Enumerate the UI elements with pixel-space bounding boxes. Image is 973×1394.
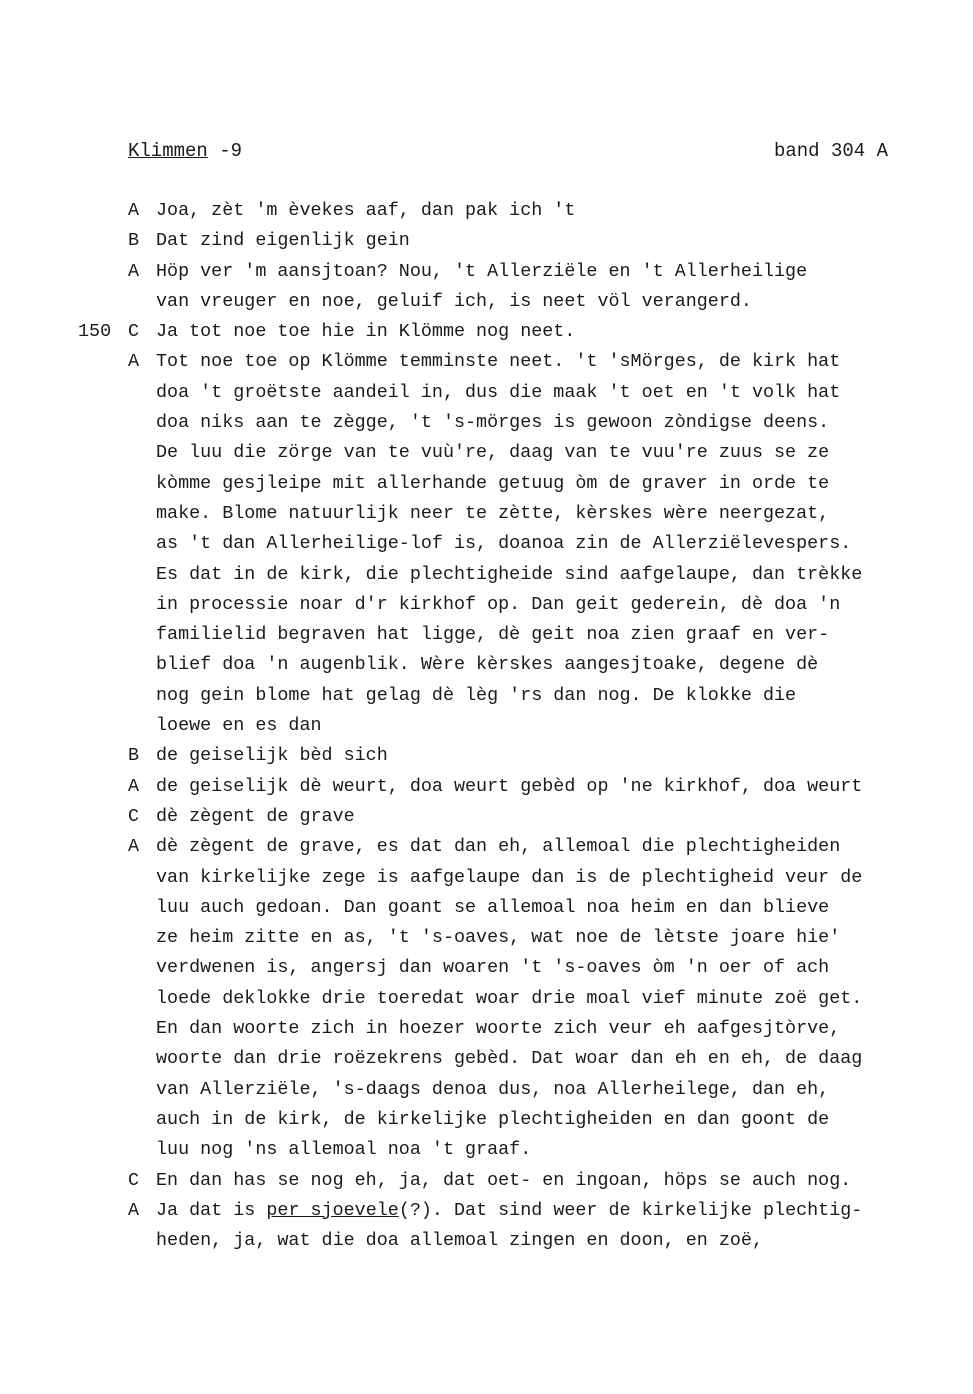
transcript-line: [0, 953, 973, 983]
line-text: [156, 650, 818, 680]
line-text: [156, 984, 862, 1014]
line-text-part: dè zègent de grave: [156, 805, 355, 827]
line-text-part: Ja dat is: [156, 1199, 267, 1221]
line-text-part: Höp ver 'm aansjtoan? Nou, 't Allerziële en 't Allerheilige: [156, 260, 808, 282]
line-text: [156, 1105, 829, 1135]
transcript-line: [0, 560, 973, 590]
page-number: -9: [207, 140, 243, 162]
line-text: [156, 196, 575, 226]
underlined-term: per sjoevele: [266, 1199, 399, 1221]
transcript-line: [0, 347, 973, 377]
line-text: [156, 893, 829, 923]
line-text: [156, 317, 575, 347]
speaker-label: C: [128, 1169, 140, 1191]
line-text-part: Dat zind eigenlijk gein: [156, 230, 410, 252]
speaker-label: A: [128, 1199, 140, 1221]
line-text-part: nog gein blome hat gelag dè lèg 'rs dan nog. De klokke die: [156, 684, 797, 706]
transcript-line: [0, 257, 973, 287]
line-text-part: luu auch gedoan. Dan goant se allemoal noa heim en dan blieve: [156, 896, 830, 918]
transcript-line: [0, 1196, 973, 1226]
line-text-part: blief doa 'n augenblik. Wère kèrskes aangesjtoake, degene dè: [156, 654, 819, 676]
line-text: [156, 711, 322, 741]
transcript-line: [0, 226, 973, 256]
line-text-part: Ja tot noe toe hie in Klömme nog neet.: [156, 321, 576, 343]
transcript-line: [0, 1226, 973, 1256]
line-text-part: in processie noar d'r kirkhof op. Dan geit gederein, dè doa 'n: [156, 593, 841, 615]
line-text: [156, 1166, 851, 1196]
line-text-part: van vreuger en noe, geluif ich, is neet völ verangerd.: [156, 290, 752, 312]
transcript-line: [0, 681, 973, 711]
line-text: [156, 590, 840, 620]
line-text: [156, 499, 829, 529]
transcript-line: [0, 1014, 973, 1044]
line-text-part: familielid begraven hat ligge, dè geit noa zien graaf en ver-: [156, 624, 830, 646]
page-header: [128, 140, 888, 170]
transcript-line: [0, 196, 973, 226]
line-text-part: heden, ja, wat die doa allemoal zingen en doon, en zoë,: [156, 1230, 763, 1252]
transcript-line: [0, 1135, 973, 1165]
transcript-line: [0, 590, 973, 620]
line-text: [156, 1044, 862, 1074]
line-text-part: De luu die zörge van te vuù're, daag van te vuu're zuus se ze: [156, 442, 830, 464]
line-text-part: (?). Dat sind weer de kirkelijke plechtig-: [398, 1199, 863, 1221]
speaker-label: C: [128, 321, 140, 343]
transcript-line: [0, 802, 973, 832]
transcript-line: [0, 529, 973, 559]
line-text-part: de geiselijk dè weurt, doa weurt gebèd op 'ne kirkhof, doa weurt: [156, 775, 863, 797]
speaker-label: A: [128, 775, 140, 797]
transcript-line: [0, 863, 973, 893]
line-text: [156, 1226, 763, 1256]
line-text-part: Joa, zèt 'm èvekes aaf, dan pak ich 't: [156, 200, 576, 221]
line-text-part: kòmme gesjleipe mit allerhande getuug òm de graver in orde te: [156, 472, 830, 494]
line-text: [156, 1014, 840, 1044]
line-text-part: En dan has se nog eh, ja, dat oet- en ingoan, höps se auch nog.: [156, 1169, 852, 1191]
line-text: [156, 802, 355, 832]
line-text-part: verdwenen is, angersj dan woaren 't 's-oaves òm 'n oer of ach: [156, 957, 830, 979]
transcript-line: [0, 438, 973, 468]
location-name: Klimmen: [128, 140, 208, 162]
transcript-line: [0, 378, 973, 408]
line-text: [156, 681, 796, 711]
line-text: [156, 378, 840, 408]
transcript-line: [0, 1075, 973, 1105]
line-text-part: woorte dan drie roëzekrens gebèd. Dat woar dan eh en eh, de daag: [156, 1048, 863, 1070]
line-text-part: Tot noe toe op Klömme temminste neet. 't 'sMörges, de kirk hat: [156, 351, 841, 373]
speaker-label: A: [128, 260, 140, 282]
line-text: [156, 620, 829, 650]
line-text: [156, 863, 862, 893]
transcript-line: [0, 1105, 973, 1135]
transcript-line: [0, 1166, 973, 1196]
line-text-part: dè zègent de grave, es dat dan eh, allemoal die plechtigheiden: [156, 836, 841, 858]
line-text-part: van kirkelijke zege is aafgelaupe dan is de plechtigheid veur de: [156, 866, 863, 888]
line-text-part: loewe en es dan: [156, 715, 322, 737]
transcript-line: [0, 469, 973, 499]
line-text: [156, 832, 840, 862]
line-text-part: luu nog 'ns allemoal noa 't graaf.: [156, 1139, 532, 1161]
line-text: [156, 529, 851, 559]
line-text-part: Es dat in de kirk, die plechtigheide sind aafgelaupe, dan trèkke: [156, 563, 863, 585]
line-text: [156, 287, 752, 317]
speaker-label: B: [128, 745, 140, 767]
transcript-line: [0, 499, 973, 529]
line-text: [156, 226, 410, 256]
line-text-part: auch in de kirk, de kirkelijke plechtigheiden en dan goont de: [156, 1108, 830, 1130]
line-text: [156, 953, 829, 983]
transcript-line: [0, 650, 973, 680]
transcript-line: [0, 772, 973, 802]
transcript-line: [0, 408, 973, 438]
speaker-label: C: [128, 805, 140, 827]
speaker-label: A: [128, 351, 140, 373]
line-text: [156, 1196, 862, 1226]
transcript-line: [0, 317, 973, 347]
location-title: [128, 140, 242, 162]
line-text: [156, 408, 829, 438]
transcript-line: [0, 711, 973, 741]
line-text-part: ze heim zitte en as, 't 's-oaves, wat noe de lètste joare hie': [156, 927, 841, 949]
line-text-part: make. Blome natuurlijk neer te zètte, kèrskes wère neergezat,: [156, 502, 830, 524]
line-text-part: doa niks aan te zègge, 't 's-mörges is gewoon zòndigse deens.: [156, 412, 830, 434]
speaker-label: A: [128, 836, 140, 858]
transcript-line: [0, 287, 973, 317]
speaker-label: A: [128, 200, 140, 221]
line-text: [156, 469, 829, 499]
transcript-line: [0, 741, 973, 771]
line-text: [156, 923, 840, 953]
line-text: [156, 438, 829, 468]
line-text: [156, 347, 840, 377]
line-text-part: loede deklokke drie toeredat woar drie moal vief minute zoë get.: [156, 987, 863, 1009]
line-number: 150: [78, 321, 112, 343]
transcript-line: [0, 832, 973, 862]
line-text: [156, 741, 388, 771]
transcript-line: [0, 620, 973, 650]
line-text: [156, 1135, 531, 1165]
transcript-body: [0, 196, 973, 1256]
transcript-line: [0, 893, 973, 923]
line-text-part: En dan woorte zich in hoezer woorte zich veur eh aafgesjtòrve,: [156, 1018, 841, 1040]
line-text-part: as 't dan Allerheilige-lof is, doanoa zin de Allerziëlevespers.: [156, 533, 852, 555]
line-text-part: van Allerziële, 's-daags denoa dus, noa Allerheilege, dan eh,: [156, 1078, 830, 1100]
transcript-line: [0, 984, 973, 1014]
line-text-part: de geiselijk bèd sich: [156, 745, 388, 767]
line-text: [156, 772, 862, 802]
line-text: [156, 560, 862, 590]
transcript-line: [0, 1044, 973, 1074]
line-text: [156, 257, 807, 287]
tape-reference: band 304 A: [773, 140, 888, 162]
line-text-part: doa 't groëtste aandeil in, dus die maak 't oet en 't volk hat: [156, 381, 841, 403]
line-text: [156, 1075, 829, 1105]
transcript-line: [0, 923, 973, 953]
speaker-label: B: [128, 230, 140, 252]
